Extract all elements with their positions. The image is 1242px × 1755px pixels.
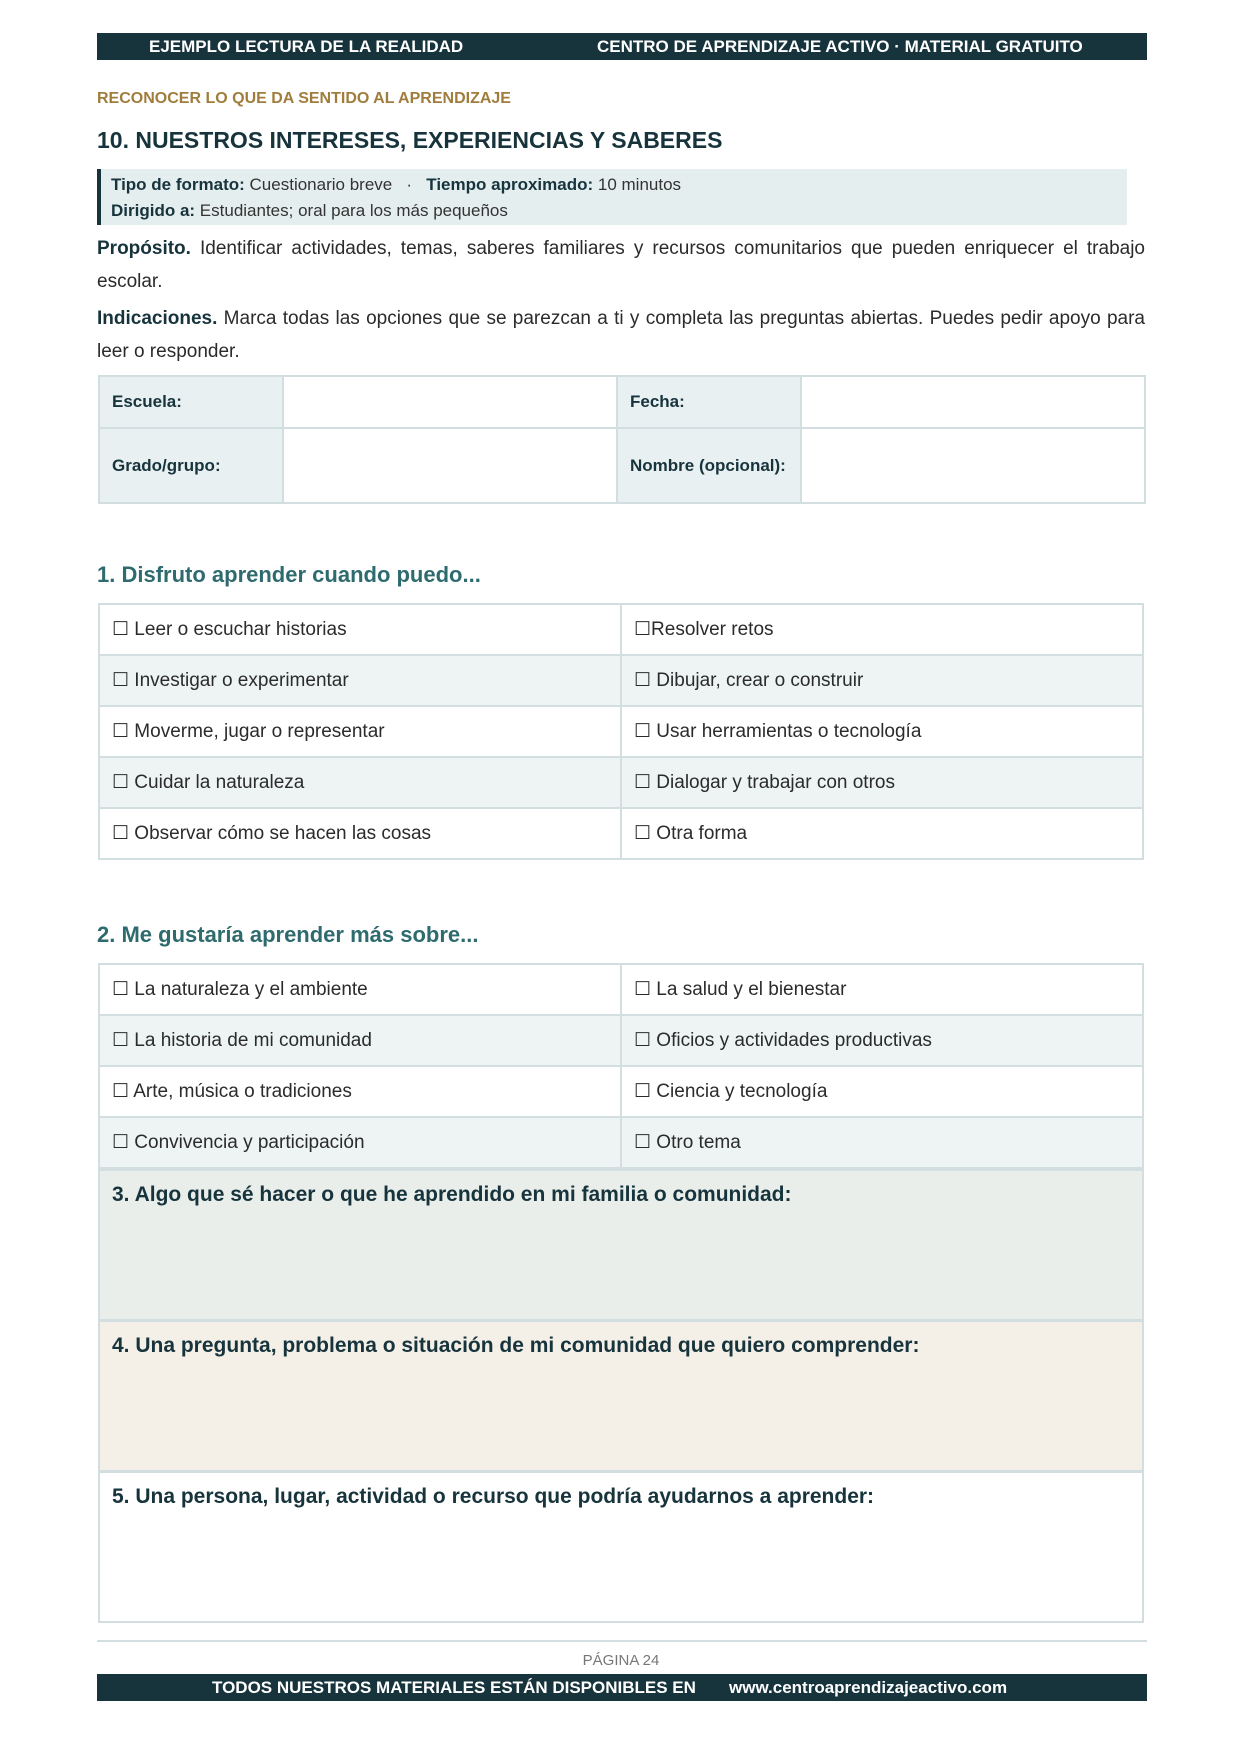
option-row: [99, 1066, 1143, 1117]
option-checkbox[interactable]: ☐ La naturaleza y el ambiente: [99, 964, 621, 1015]
open-question-3-label: 3. Algo que sé hacer o que he aprendido en mi familia o comunidad:: [112, 1183, 792, 1206]
option-checkbox[interactable]: ☐ Ciencia y tecnología: [621, 1066, 1143, 1117]
open-question-3[interactable]: [98, 1169, 1144, 1321]
page-number: PÁGINA 24: [582, 1652, 660, 1669]
option-row: [99, 757, 1143, 808]
option-checkbox[interactable]: ☐ Moverme, jugar o representar: [99, 706, 621, 757]
grade-label: Grado/grupo:: [99, 428, 283, 503]
info-row-1: [99, 376, 1145, 428]
footer-left-text: TODOS NUESTROS MATERIALES ESTÁN DISPONIBLES EN: [212, 1678, 696, 1697]
section-1-title: 1. Disfruto aprender cuando puedo...: [97, 562, 481, 587]
option-checkbox[interactable]: ☐ Convivencia y participación: [99, 1117, 621, 1168]
option-checkbox[interactable]: ☐ Dialogar y trabajar con otros: [621, 757, 1143, 808]
option-checkbox[interactable]: ☐ Leer o escuchar historias: [99, 604, 621, 655]
header-right-text: CENTRO DE APRENDIZAJE ACTIVO · MATERIAL GRATUITO: [597, 37, 1083, 56]
purpose-text: Identificar actividades, temas, saberes familiares y recursos comunitarios que pueden enriquecer el trabajo escolar.: [97, 238, 1145, 292]
format-label: Tipo de formato:: [111, 175, 245, 194]
section-1-options: [98, 603, 1144, 860]
option-checkbox[interactable]: ☐ Investigar o experimentar: [99, 655, 621, 706]
open-question-5[interactable]: [98, 1471, 1144, 1623]
footer-divider: [97, 1640, 1147, 1642]
audience-label: Dirigido a:: [111, 201, 196, 220]
option-row: [99, 655, 1143, 706]
school-field[interactable]: [283, 376, 617, 428]
section-2-title: 2. Me gustaría aprender más sobre...: [97, 922, 479, 947]
open-question-4-label: 4. Una pregunta, problema o situación de mi comunidad que quiero comprender:: [112, 1334, 920, 1357]
option-row: [99, 1117, 1143, 1168]
audience-value: Estudiantes; oral para los más pequeños: [199, 201, 508, 220]
meta-box: [97, 169, 1127, 225]
option-row: [99, 706, 1143, 757]
footer-bar: [97, 1674, 1147, 1701]
info-row-2: [99, 428, 1145, 503]
name-field[interactable]: [801, 428, 1145, 503]
option-row: [99, 1015, 1143, 1066]
date-field[interactable]: [801, 376, 1145, 428]
kicker: RECONOCER LO QUE DA SENTIDO AL APRENDIZAJE: [97, 90, 511, 107]
name-label: Nombre (opcional):: [617, 428, 801, 503]
option-checkbox[interactable]: ☐ Otra forma: [621, 808, 1143, 859]
time-value: 10 minutos: [597, 175, 682, 194]
time-label: Tiempo aproximado:: [426, 175, 594, 194]
option-row: [99, 604, 1143, 655]
purpose-paragraph: [97, 232, 1145, 298]
meta-line-2: [111, 198, 1127, 224]
option-checkbox[interactable]: ☐ Dibujar, crear o construir: [621, 655, 1143, 706]
meta-separator: ·: [406, 175, 413, 194]
instructions-label: Indicaciones.: [97, 308, 218, 329]
page-title: 10. NUESTROS INTERESES, EXPERIENCIAS Y SABERES: [97, 127, 723, 153]
instructions-paragraph: [97, 302, 1145, 368]
info-table: [98, 375, 1146, 504]
option-checkbox[interactable]: ☐Resolver retos: [621, 604, 1143, 655]
header-left-text: EJEMPLO LECTURA DE LA REALIDAD: [149, 37, 464, 56]
grade-field[interactable]: [283, 428, 617, 503]
option-checkbox[interactable]: ☐ Otro tema: [621, 1117, 1143, 1168]
option-checkbox[interactable]: ☐ Arte, música o tradiciones: [99, 1066, 621, 1117]
date-label: Fecha:: [617, 376, 801, 428]
section-2-options: [98, 963, 1144, 1169]
open-question-5-label: 5. Una persona, lugar, actividad o recurso que podría ayudarnos a aprender:: [112, 1485, 875, 1508]
purpose-label: Propósito.: [97, 238, 191, 259]
footer-url[interactable]: www.centroaprendizajeactivo.com: [729, 1678, 1008, 1697]
format-value: Cuestionario breve: [249, 175, 393, 194]
option-row: [99, 964, 1143, 1015]
meta-line-1: [111, 172, 1127, 198]
option-checkbox[interactable]: ☐ Usar herramientas o tecnología: [621, 706, 1143, 757]
option-checkbox[interactable]: ☐ Oficios y actividades productivas: [621, 1015, 1143, 1066]
option-row: [99, 808, 1143, 859]
option-checkbox[interactable]: ☐ La historia de mi comunidad: [99, 1015, 621, 1066]
instructions-text: Marca todas las opciones que se parezcan a ti y completa las preguntas abiertas. Puedes pedir apoyo para leer o responder.: [97, 308, 1145, 362]
option-checkbox[interactable]: ☐ La salud y el bienestar: [621, 964, 1143, 1015]
option-checkbox[interactable]: ☐ Observar cómo se hacen las cosas: [99, 808, 621, 859]
option-checkbox[interactable]: ☐ Cuidar la naturaleza: [99, 757, 621, 808]
school-label: Escuela:: [99, 376, 283, 428]
open-question-4[interactable]: [98, 1320, 1144, 1472]
header-bar: [97, 33, 1147, 60]
